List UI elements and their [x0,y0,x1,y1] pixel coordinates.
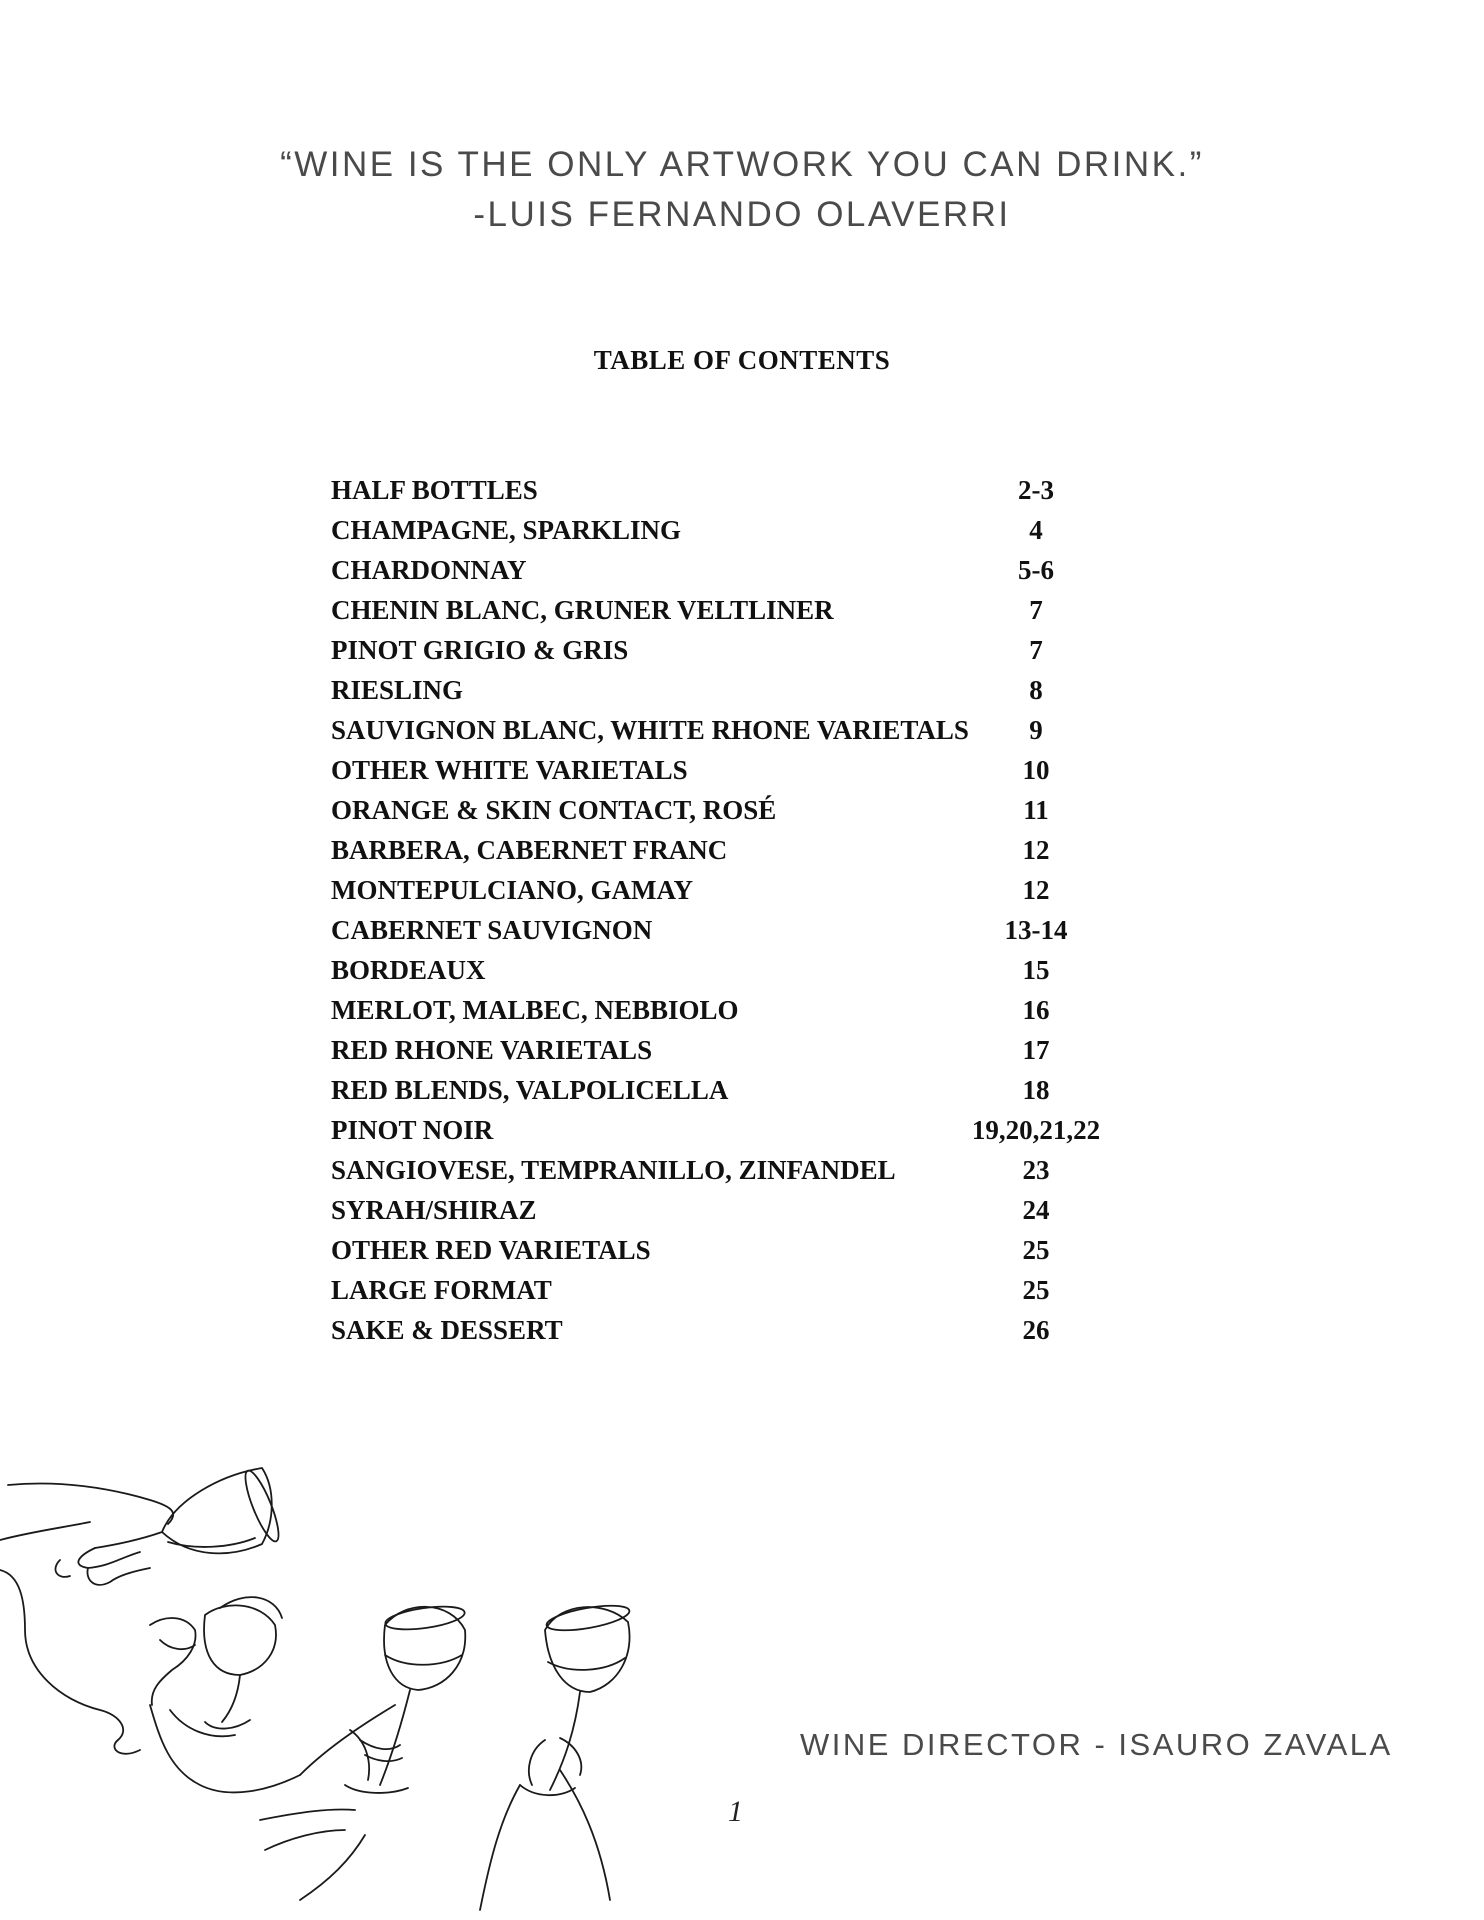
toc-page-number: 26 [1022,1315,1050,1345]
toc-page-number: 4 [1029,515,1043,545]
toc-row [331,750,1231,790]
toc-page-number: 12 [1022,835,1050,865]
quote-author: -LUIS FERNANDO OLAVERRI [473,195,1011,234]
toc-section-label: SAKE & DESSERT [331,1315,563,1345]
toc-section-label: BORDEAUX [331,955,486,985]
toc-section-label: SYRAH/SHIRAZ [331,1195,537,1225]
toc-page-number: 7 [1029,595,1043,625]
toc-section-label: SAUVIGNON BLANC, WHITE RHONE VARIETALS [331,715,969,745]
toc-section-label: SANGIOVESE, TEMPRANILLO, ZINFANDEL [331,1155,896,1185]
toc-page-number: 10 [1022,755,1050,785]
toc-row [331,790,1231,830]
toc-row [331,1190,1231,1230]
toc-row [331,990,1231,1030]
toc-row [331,710,1231,750]
toc-section-label: RED BLENDS, VALPOLICELLA [331,1075,729,1105]
toc-section-label: MONTEPULCIANO, GAMAY [331,875,694,905]
quote-text: “WINE IS THE ONLY ARTWORK YOU CAN DRINK.” [280,145,1204,184]
toc-row [331,470,1231,510]
toc-list [331,470,1231,1350]
toc-page-number: 7 [1029,635,1043,665]
toc-page-number: 8 [1029,675,1043,705]
toc-row [331,510,1231,550]
toc-section-label: LARGE FORMAT [331,1275,552,1305]
toc-row [331,870,1231,910]
toc-section-label: OTHER WHITE VARIETALS [331,755,688,785]
toc-section-label: CHAMPAGNE, SPARKLING [331,515,681,545]
toc-page-number: 15 [1022,955,1050,985]
toc-row [331,910,1231,950]
toc-page-number: 2-3 [1018,475,1054,505]
toc-section-label: OTHER RED VARIETALS [331,1235,651,1265]
toc-row [331,670,1231,710]
toc-row [331,1150,1231,1190]
toc-page-number: 17 [1022,1035,1050,1065]
toc-section-label: HALF BOTTLES [331,475,538,505]
toc-row [331,1030,1231,1070]
toc-page-number: 9 [1029,715,1043,745]
toc-row [331,1270,1231,1310]
toc-page-number: 19,20,21,22 [971,1115,1101,1145]
toc-page-number: 11 [1023,795,1049,825]
toc-row [331,590,1231,630]
toc-page-number: 16 [1022,995,1050,1025]
toc-section-label: CHENIN BLANC, GRUNER VELTLINER [331,595,834,625]
toc-section-label: ORANGE & SKIN CONTACT, ROSÉ [331,795,777,825]
toc-row [331,950,1231,990]
toc-section-label: BARBERA, CABERNET FRANC [331,835,728,865]
toc-row [331,830,1231,870]
toc-page-number: 13-14 [1004,915,1068,945]
toc-row [331,630,1231,670]
toc-page-number: 25 [1022,1235,1050,1265]
toc-row [331,550,1231,590]
toc-row [331,1070,1231,1110]
wine-glasses-toast-line-art-icon [0,1440,680,1920]
toc-section-label: MERLOT, MALBEC, NEBBIOLO [331,995,739,1025]
toc-row [331,1110,1231,1150]
toc-page-number: 18 [1022,1075,1050,1105]
toc-section-label: CABERNET SAUVIGNON [331,915,653,945]
toc-title: TABLE OF CONTENTS [593,345,891,375]
toc-page-number: 5-6 [1018,555,1054,585]
toc-row [331,1310,1231,1350]
toc-section-label: RIESLING [331,675,464,705]
toc-section-label: PINOT NOIR [331,1115,494,1145]
toc-page-number: 23 [1022,1155,1050,1185]
toc-page-number: 25 [1022,1275,1050,1305]
toc-section-label: PINOT GRIGIO & GRIS [331,635,629,665]
page-number: 1 [728,1795,743,1828]
toc-row [331,1230,1231,1270]
toc-page-number: 12 [1022,875,1050,905]
toc-section-label: CHARDONNAY [331,555,527,585]
toc-page-number: 24 [1022,1195,1050,1225]
wine-director-credit: WINE DIRECTOR - ISAURO ZAVALA [800,1727,1393,1762]
quote-block [0,140,1484,240]
toc-section-label: RED RHONE VARIETALS [331,1035,653,1065]
